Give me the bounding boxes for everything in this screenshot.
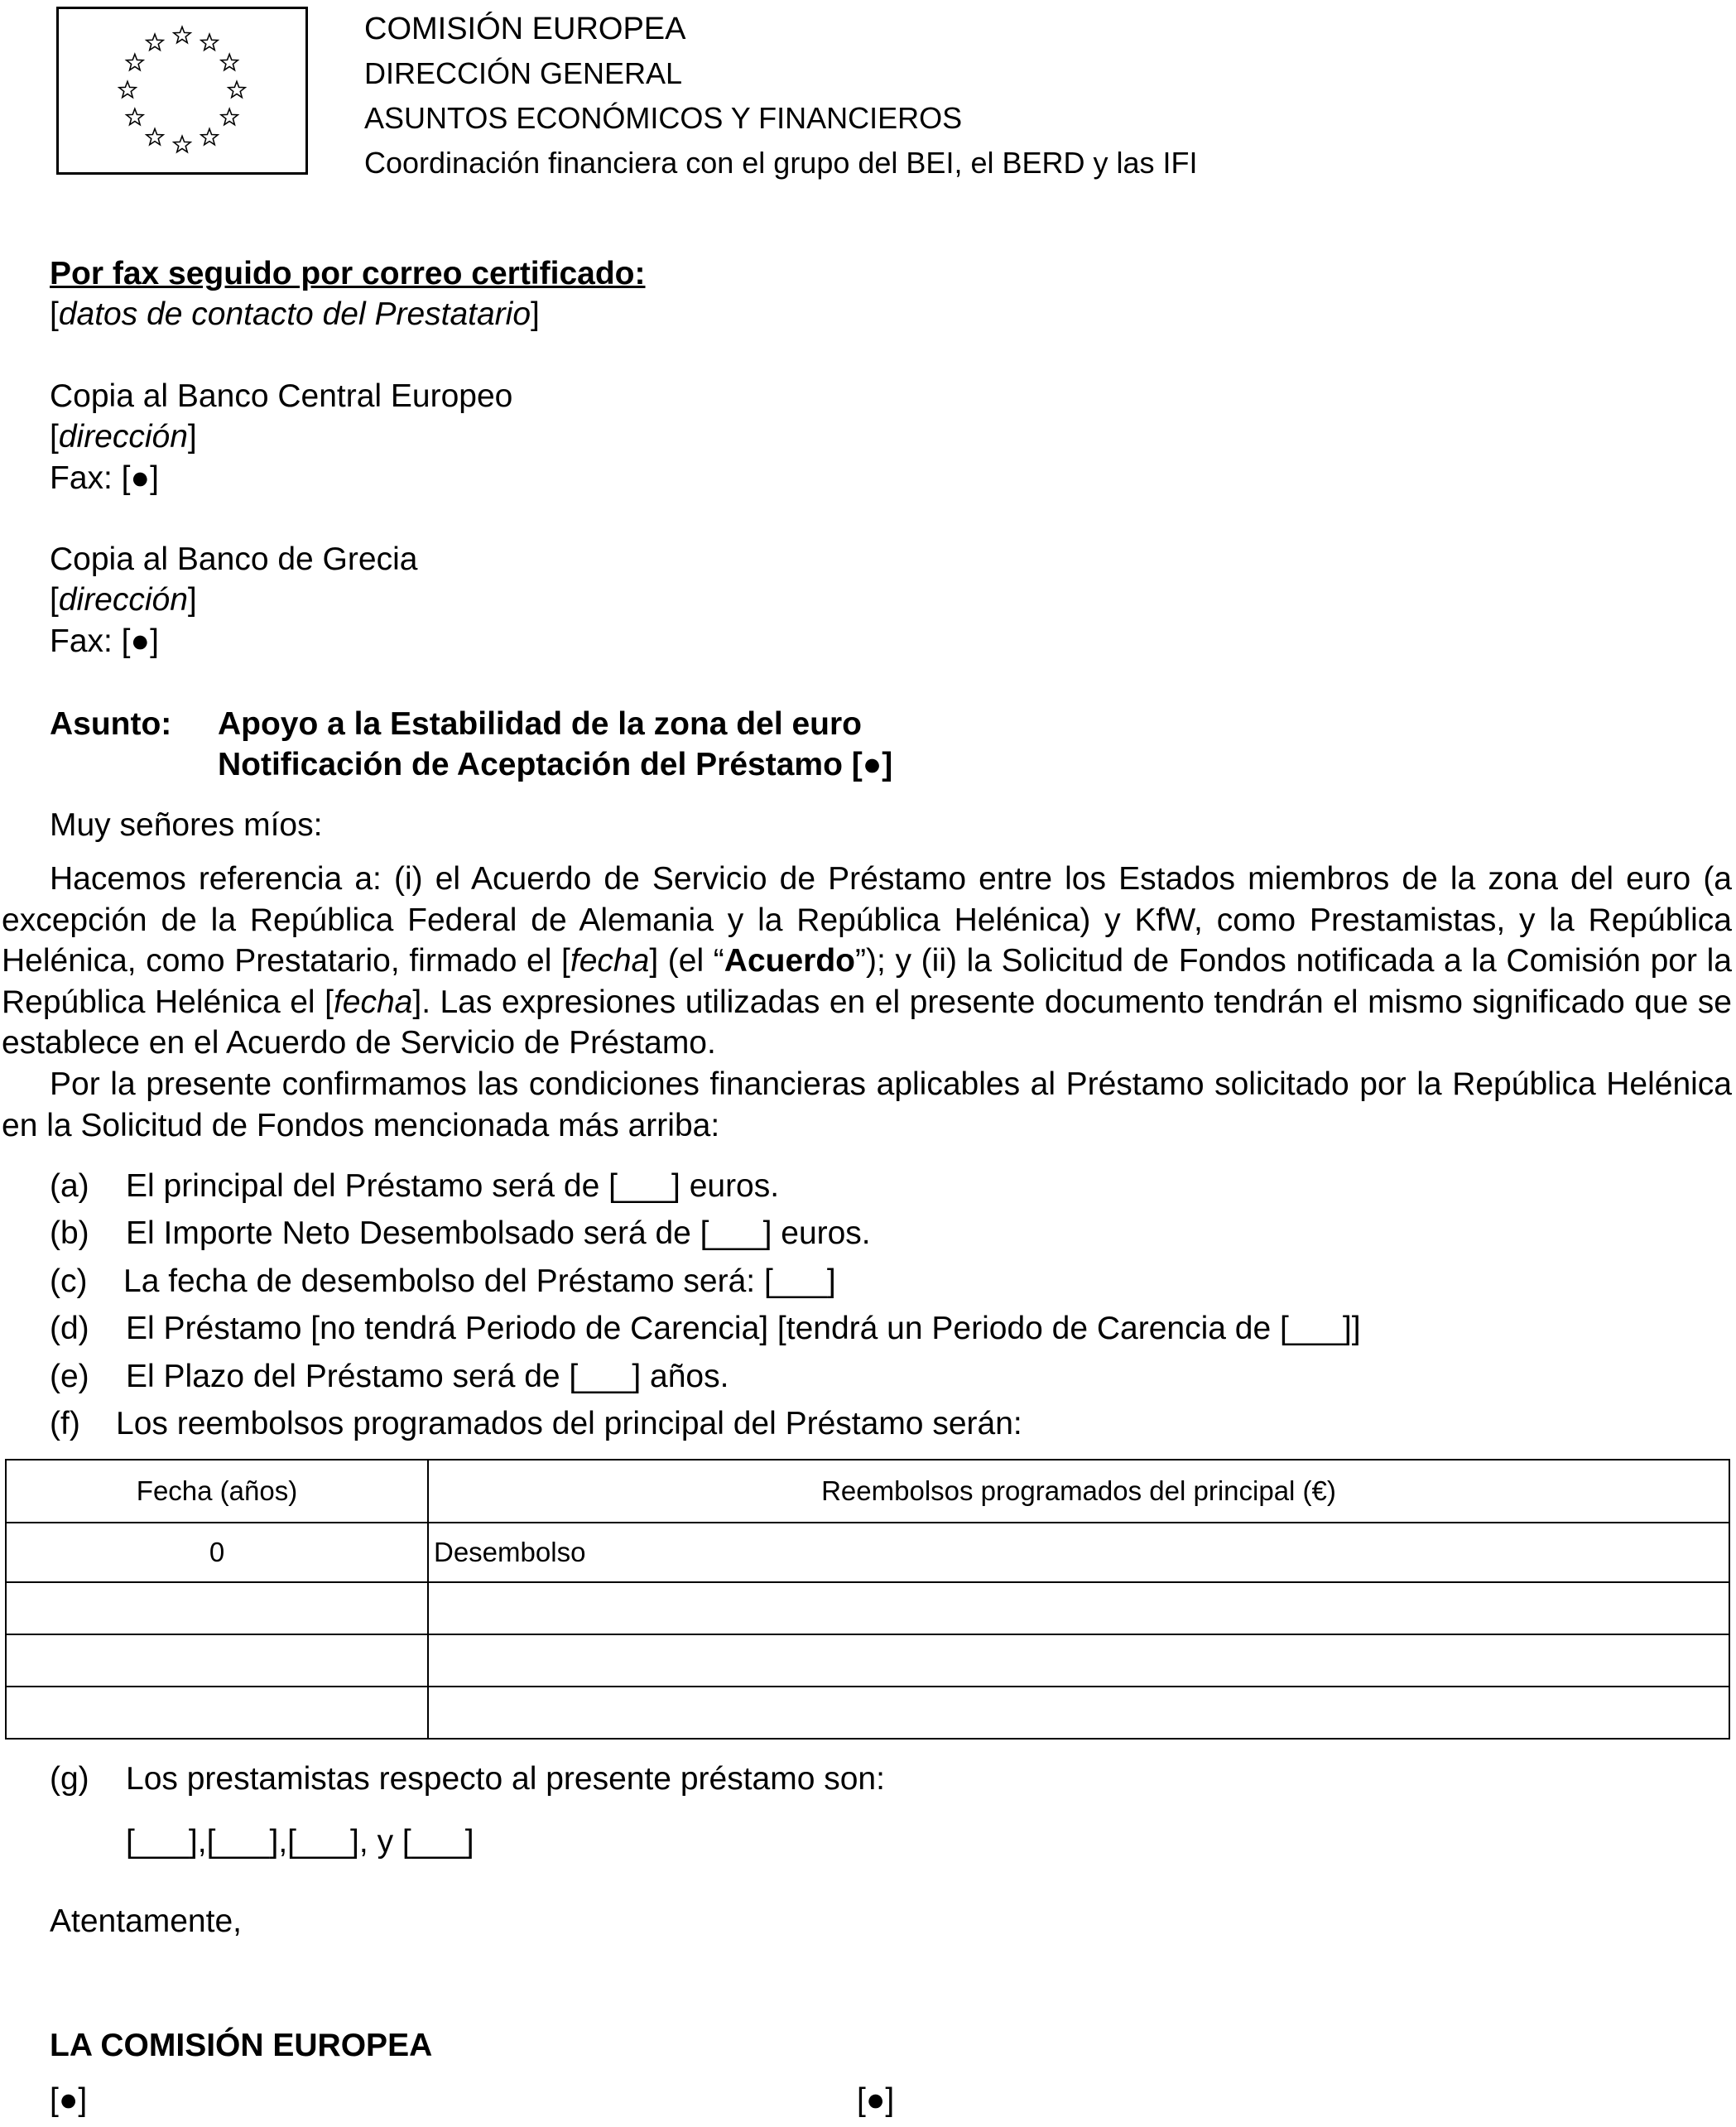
p1-part3: ”); y (ii) la Solicitud de Fondos notificada a la Comisión por la República Helénica el [ bbox=[2, 943, 1732, 1020]
copy2-fax: Fax: [●] bbox=[50, 623, 159, 659]
item-d-text: El Préstamo [no tendrá Periodo de Carencia] [tendrá un Periodo de Carencia de [___]] bbox=[126, 1311, 1361, 1346]
paragraph-confirmation bbox=[2, 1064, 1732, 1146]
table-row bbox=[6, 1634, 1729, 1687]
table-row bbox=[6, 1523, 1729, 1582]
item-f-label: (f) bbox=[50, 1406, 80, 1441]
header-dg: DIRECCIÓN GENERAL bbox=[364, 56, 683, 90]
p1-part1: Hacemos referencia a: (i) el Acuerdo de Servicio de Préstamo entre los Estados miembros de la zona del euro (a excepción de la República Federal de Alemania y la República Helénica) y KfW, como Prestamistas, y la República Helénica, como Prestatario, firmado el [ bbox=[2, 861, 1732, 979]
subject-line1: Apoyo a la Estabilidad de la zona del euro bbox=[218, 706, 863, 742]
star-icon bbox=[147, 128, 163, 144]
repayment-table bbox=[5, 1459, 1730, 1740]
subject-label: Asunto: bbox=[50, 706, 172, 742]
eu-flag-logo bbox=[56, 7, 308, 175]
table-cell-date: 0 bbox=[6, 1523, 428, 1582]
table-cell-date bbox=[6, 1582, 428, 1634]
item-g-label: (g) bbox=[50, 1761, 89, 1797]
star-icon bbox=[174, 136, 190, 152]
item-e-text: El Plazo del Préstamo será de [___] años. bbox=[126, 1359, 729, 1394]
star-icon bbox=[221, 54, 238, 70]
delivery-method: Por fax seguido por correo certificado: bbox=[50, 256, 646, 291]
p1-acuerdo: Acuerdo bbox=[724, 943, 855, 979]
star-icon bbox=[127, 54, 143, 70]
item-b-label: (b) bbox=[50, 1215, 89, 1251]
item-f-text: Los reembolsos programados del principal del Préstamo serán: bbox=[116, 1406, 1022, 1441]
table-cell-repayment bbox=[428, 1582, 1729, 1634]
table-header-repayments: Reembolsos programados del principal (€) bbox=[428, 1460, 1729, 1523]
placeholder-text: dirección bbox=[58, 419, 188, 455]
table-header-row bbox=[6, 1460, 1729, 1523]
p1-fecha2: fecha bbox=[333, 984, 413, 1020]
copy1-address: [dirección] bbox=[50, 419, 197, 455]
salutation: Muy señores míos: bbox=[50, 807, 323, 843]
p2-text: Por la presente confirmamos las condiciones financieras aplicables al Préstamo solicitado por la República Helénica en la Solicitud de Fondos mencionada más arriba: bbox=[2, 1066, 1732, 1143]
item-a-text: El principal del Préstamo será de [___] euros. bbox=[126, 1168, 780, 1204]
subject-line2: Notificación de Aceptación del Préstamo [●] bbox=[218, 747, 893, 782]
star-icon bbox=[201, 128, 218, 144]
star-icon bbox=[228, 81, 245, 97]
copy1-fax: Fax: [●] bbox=[50, 460, 159, 496]
table-cell-date bbox=[6, 1687, 428, 1739]
header-org: COMISIÓN EUROPEA bbox=[364, 12, 686, 46]
placeholder-text: datos de contacto del Prestatario bbox=[58, 296, 531, 332]
signature-right: [●] bbox=[857, 2082, 895, 2118]
item-e-label: (e) bbox=[50, 1359, 89, 1394]
item-a-label: (a) bbox=[50, 1168, 89, 1204]
paragraph-references bbox=[2, 859, 1732, 1064]
table-cell-repayment bbox=[428, 1634, 1729, 1687]
p1-part2: ] (el “ bbox=[649, 943, 724, 979]
item-b-text: El Importe Neto Desembolsado será de [___] euros. bbox=[126, 1215, 871, 1251]
placeholder-text: dirección bbox=[58, 582, 188, 618]
header-dept: ASUNTOS ECONÓMICOS Y FINANCIEROS bbox=[364, 101, 963, 135]
eu-stars-icon bbox=[59, 9, 305, 172]
header-unit: Coordinación financiera con el grupo del BEI, el BERD y las IFI bbox=[364, 146, 1198, 180]
p1-part4: ]. Las expresiones utilizadas en el presente documento tendrán el mismo significado que se establece en el Acuerdo de Servicio de Préstamo. bbox=[2, 984, 1732, 1061]
table-cell-repayment: Desembolso bbox=[428, 1523, 1729, 1582]
star-icon bbox=[174, 26, 190, 42]
signature-left: [●] bbox=[50, 2082, 88, 2118]
borrower-contact bbox=[50, 294, 540, 334]
closing: Atentamente, bbox=[50, 1903, 242, 1939]
borrower-contact-text: [datos de contacto del Prestatario] bbox=[50, 296, 540, 332]
table-header-date: Fecha (años) bbox=[6, 1460, 428, 1523]
star-icon bbox=[221, 108, 238, 124]
table-row bbox=[6, 1687, 1729, 1739]
star-icon bbox=[127, 108, 143, 124]
star-icon bbox=[201, 34, 218, 50]
table-cell-repayment bbox=[428, 1687, 1729, 1739]
p1-fecha1: fecha bbox=[570, 943, 650, 979]
lenders-list: [___],[___],[___], y [___] bbox=[126, 1824, 474, 1860]
copy2-address: [dirección] bbox=[50, 582, 197, 618]
star-icon bbox=[147, 34, 163, 50]
copy1-name: Copia al Banco Central Europeo bbox=[50, 378, 513, 414]
table-row bbox=[6, 1582, 1729, 1634]
item-c-label: (c) bbox=[50, 1263, 88, 1299]
table-cell-date bbox=[6, 1634, 428, 1687]
item-d-label: (d) bbox=[50, 1311, 89, 1346]
star-icon bbox=[119, 81, 136, 97]
copy2-name: Copia al Banco de Grecia bbox=[50, 541, 418, 577]
item-g-text: Los prestamistas respecto al presente préstamo son: bbox=[126, 1761, 885, 1797]
item-c-text: La fecha de desembolso del Préstamo será: [___] bbox=[123, 1263, 836, 1299]
signature-org: LA COMISIÓN EUROPEA bbox=[50, 2028, 433, 2063]
